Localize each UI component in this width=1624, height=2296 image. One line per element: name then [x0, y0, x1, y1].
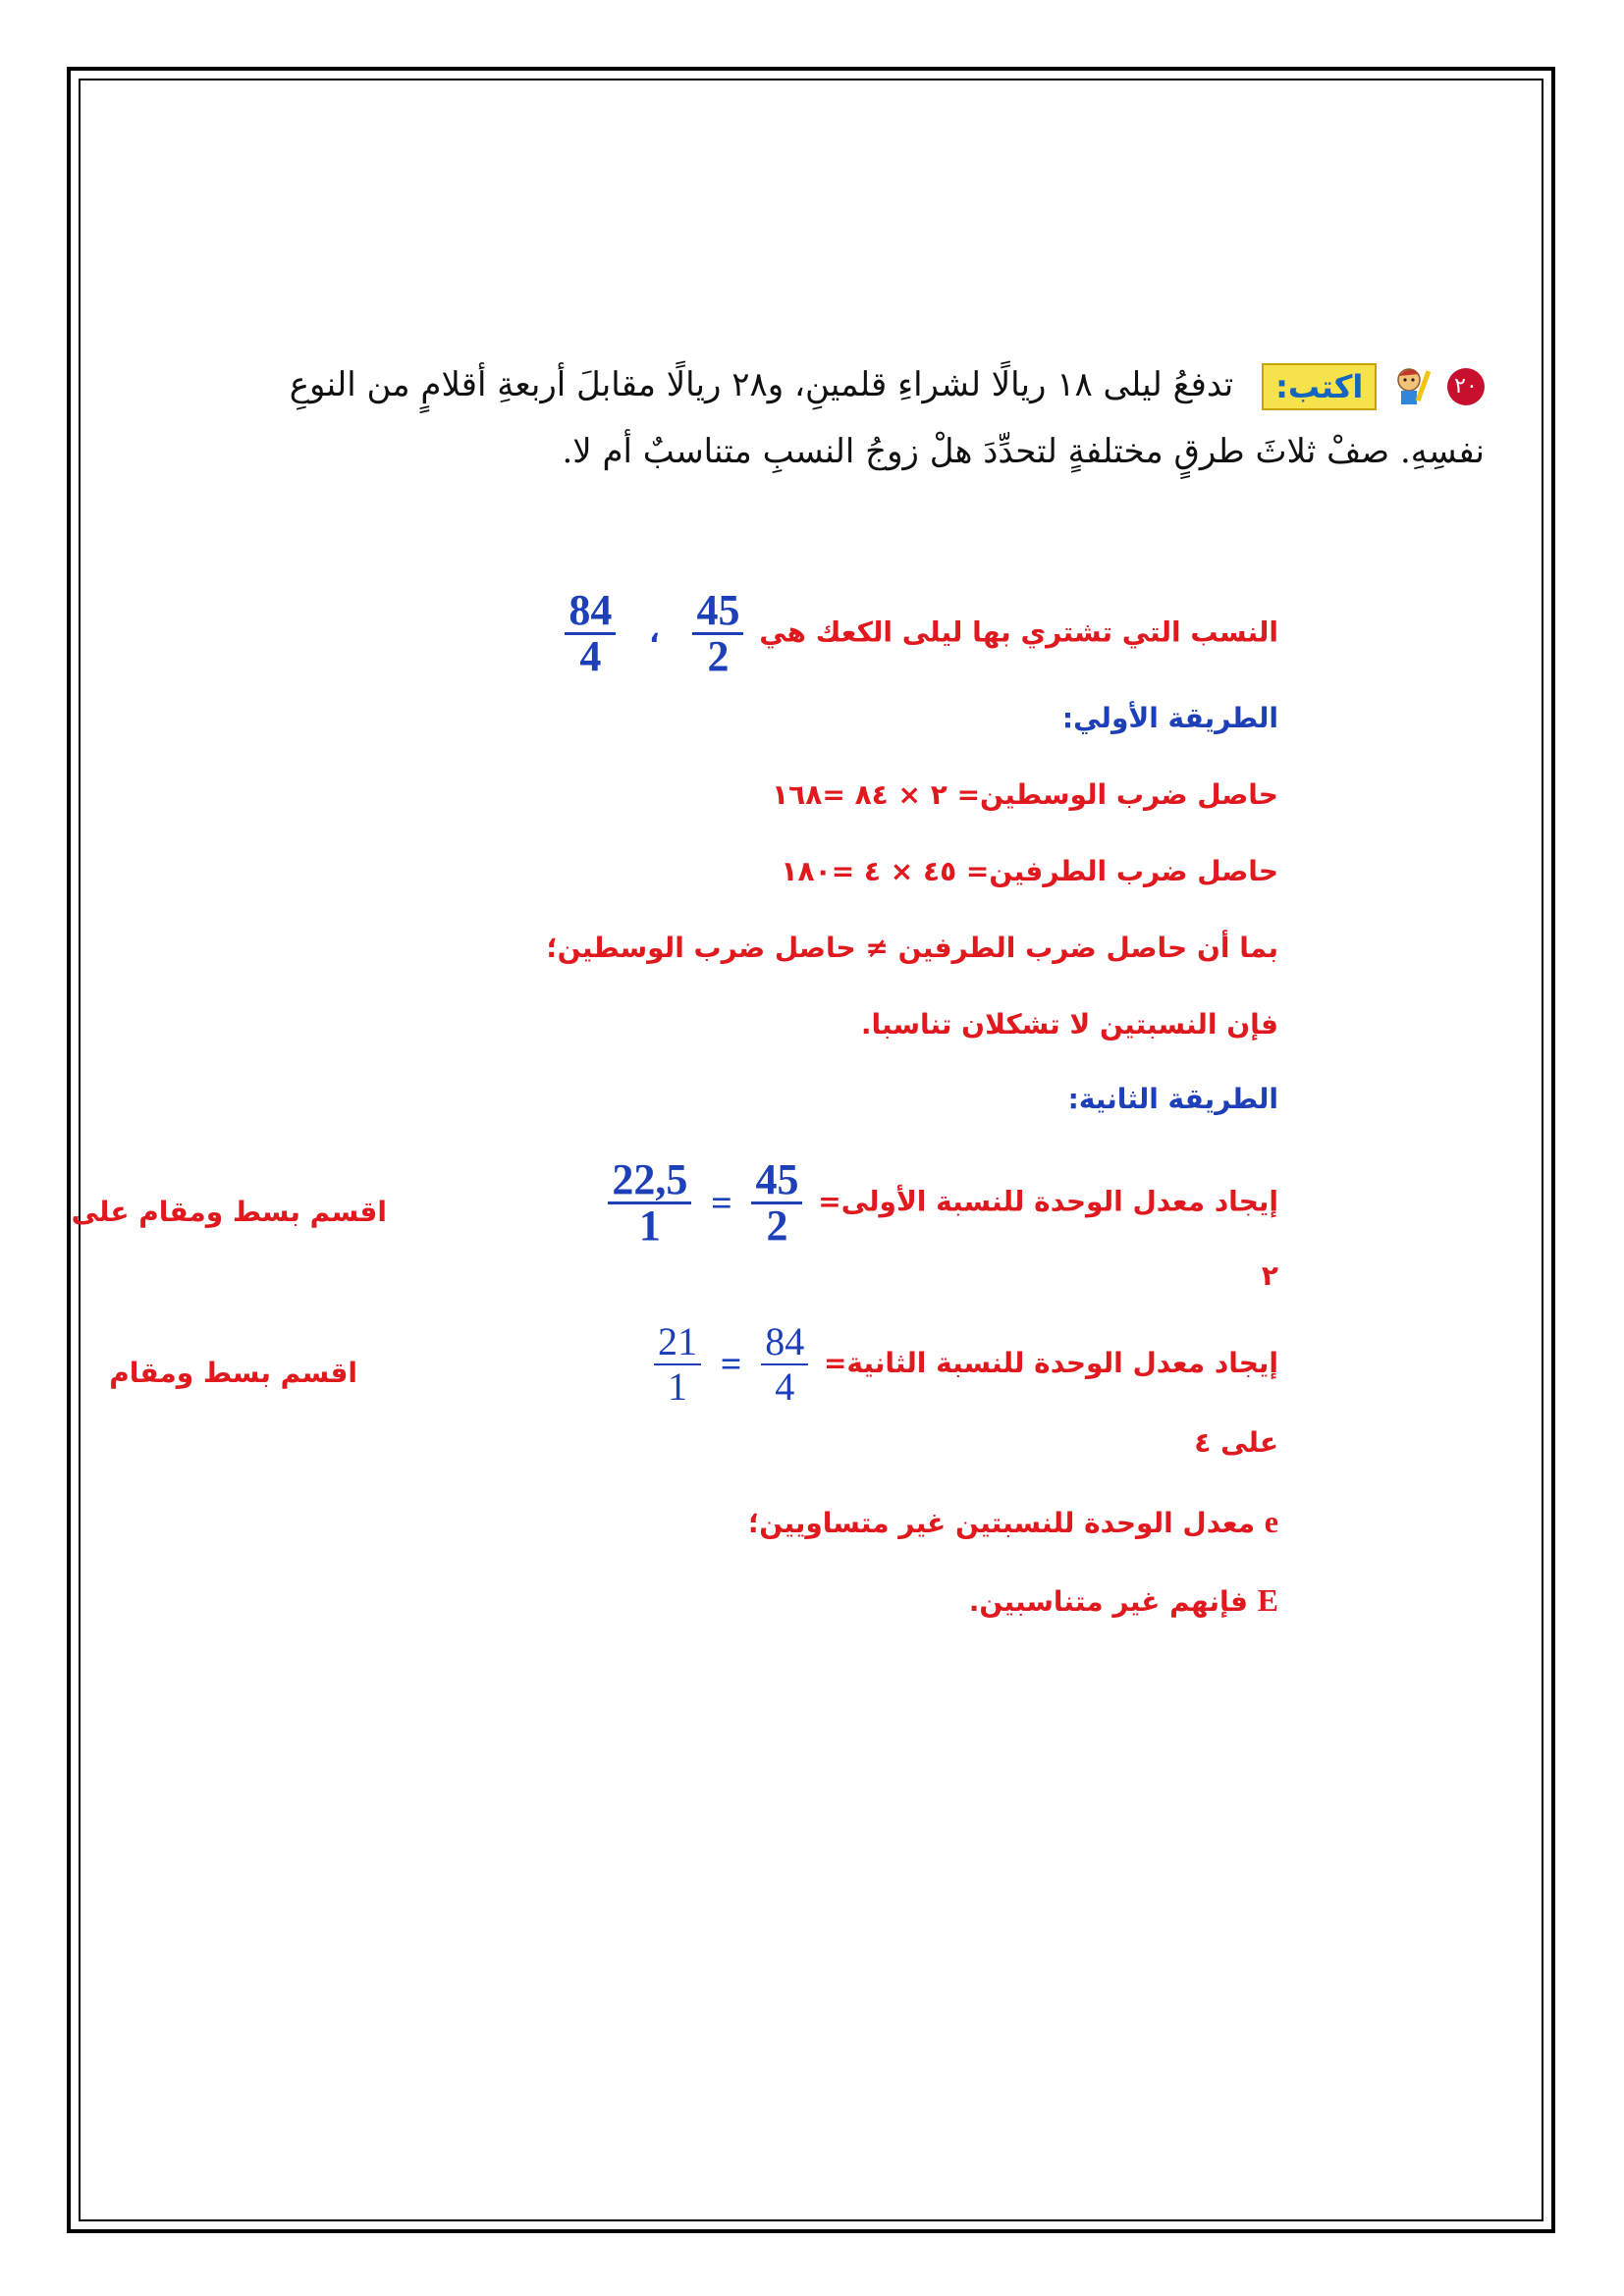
unit-rate-2-to-den: 1: [668, 1364, 688, 1409]
question-text-1: تدفعُ ليلى ١٨ ريالًا لشراءِ قلمينِ، و٢٨ ريالًا مقابلَ أربعةِ أقلامٍ من النوعِ: [289, 365, 1234, 404]
unit-rate-2-to-num: 21: [654, 1320, 701, 1365]
write-label: اكتب:: [1262, 363, 1377, 410]
ratio-1-den: 2: [707, 632, 730, 680]
unit-rate-1-to-num: 22,5: [608, 1158, 691, 1204]
final-line: [969, 1580, 1278, 1622]
unit-rate-2-label: إيجاد معدل الوحدة للنسبة الثانية=: [823, 1347, 1278, 1379]
unit-rate-2-from-num: 84: [761, 1320, 808, 1365]
note-2-cont: على ٤: [1194, 1426, 1278, 1459]
unit-rate-2-from: [761, 1320, 808, 1409]
ratios-line: [559, 586, 1278, 680]
pencil-character-icon: [1391, 364, 1431, 409]
ratio-1: [692, 586, 743, 680]
ratio-2-num: 84: [565, 589, 616, 635]
unit-rate-1-label: إيجاد معدل الوحدة للنسبة الأولى=: [818, 1185, 1278, 1218]
unit-rates-line: [748, 1502, 1278, 1543]
ratio-separator: ،: [649, 615, 660, 649]
ratio-2: [565, 586, 616, 680]
note-1: اقسم بسط ومقام على: [71, 1196, 387, 1228]
ratio-1-num: 45: [692, 589, 743, 635]
ratio-2-den: 4: [579, 632, 602, 680]
method-2-title: الطريقة الثانية:: [1067, 1083, 1278, 1115]
equals-sign: =: [720, 1344, 742, 1385]
note-2: اقسم بسط ومقام: [109, 1357, 357, 1389]
ratios-intro: النسب التي تشتري بها ليلى الكعك هي: [759, 615, 1278, 649]
unit-rate-2-from-den: 4: [775, 1364, 795, 1409]
final-symbol: E: [1257, 1582, 1278, 1618]
unit-rates-text: معدل الوحدة للنسبتين غير متساويين؛: [748, 1507, 1256, 1539]
final-text: فإنهم غير متناسبين.: [968, 1585, 1248, 1618]
unit-rate-2-to: [654, 1320, 701, 1409]
unit-rate-1-from: [751, 1155, 802, 1250]
unit-rates-symbol: e: [1264, 1504, 1278, 1539]
unit-rate-1-to-den: 1: [638, 1201, 661, 1250]
question-number: ٢٠: [1447, 368, 1485, 405]
unit-rate-1-from-den: 2: [766, 1201, 788, 1250]
means-product: حاصل ضرب الوسطين= ٢ × ٨٤ =١٦٨: [772, 778, 1278, 811]
note-1-cont: ٢: [1261, 1259, 1278, 1292]
equals-sign: =: [711, 1182, 732, 1224]
question-line-1: [139, 355, 1485, 414]
unit-rate-1-to: [608, 1155, 691, 1250]
conclusion-1: فإن النسبتين لا تشكلان تناسبا.: [860, 1008, 1278, 1041]
extremes-product: حاصل ضرب الطرفين= ٤٥ × ٤ =١٨٠: [781, 855, 1278, 887]
since-line: بما أن حاصل ضرب الطرفين ≠ حاصل ضرب الوسطين؛: [546, 932, 1278, 964]
unit-rate-2-line: [648, 1320, 1278, 1409]
unit-rate-1-from-num: 45: [751, 1158, 802, 1204]
unit-rate-1-line: [602, 1155, 1278, 1250]
question-text-2: نفسِهِ. صفْ ثلاثَ طرقٍ مختلفةٍ لتحدِّدَ هلْ زوجُ النسبِ متناسبٌ أم لا.: [562, 432, 1485, 471]
question-line-2: [139, 422, 1485, 481]
method-1-title: الطريقة الأولي:: [1061, 702, 1278, 734]
